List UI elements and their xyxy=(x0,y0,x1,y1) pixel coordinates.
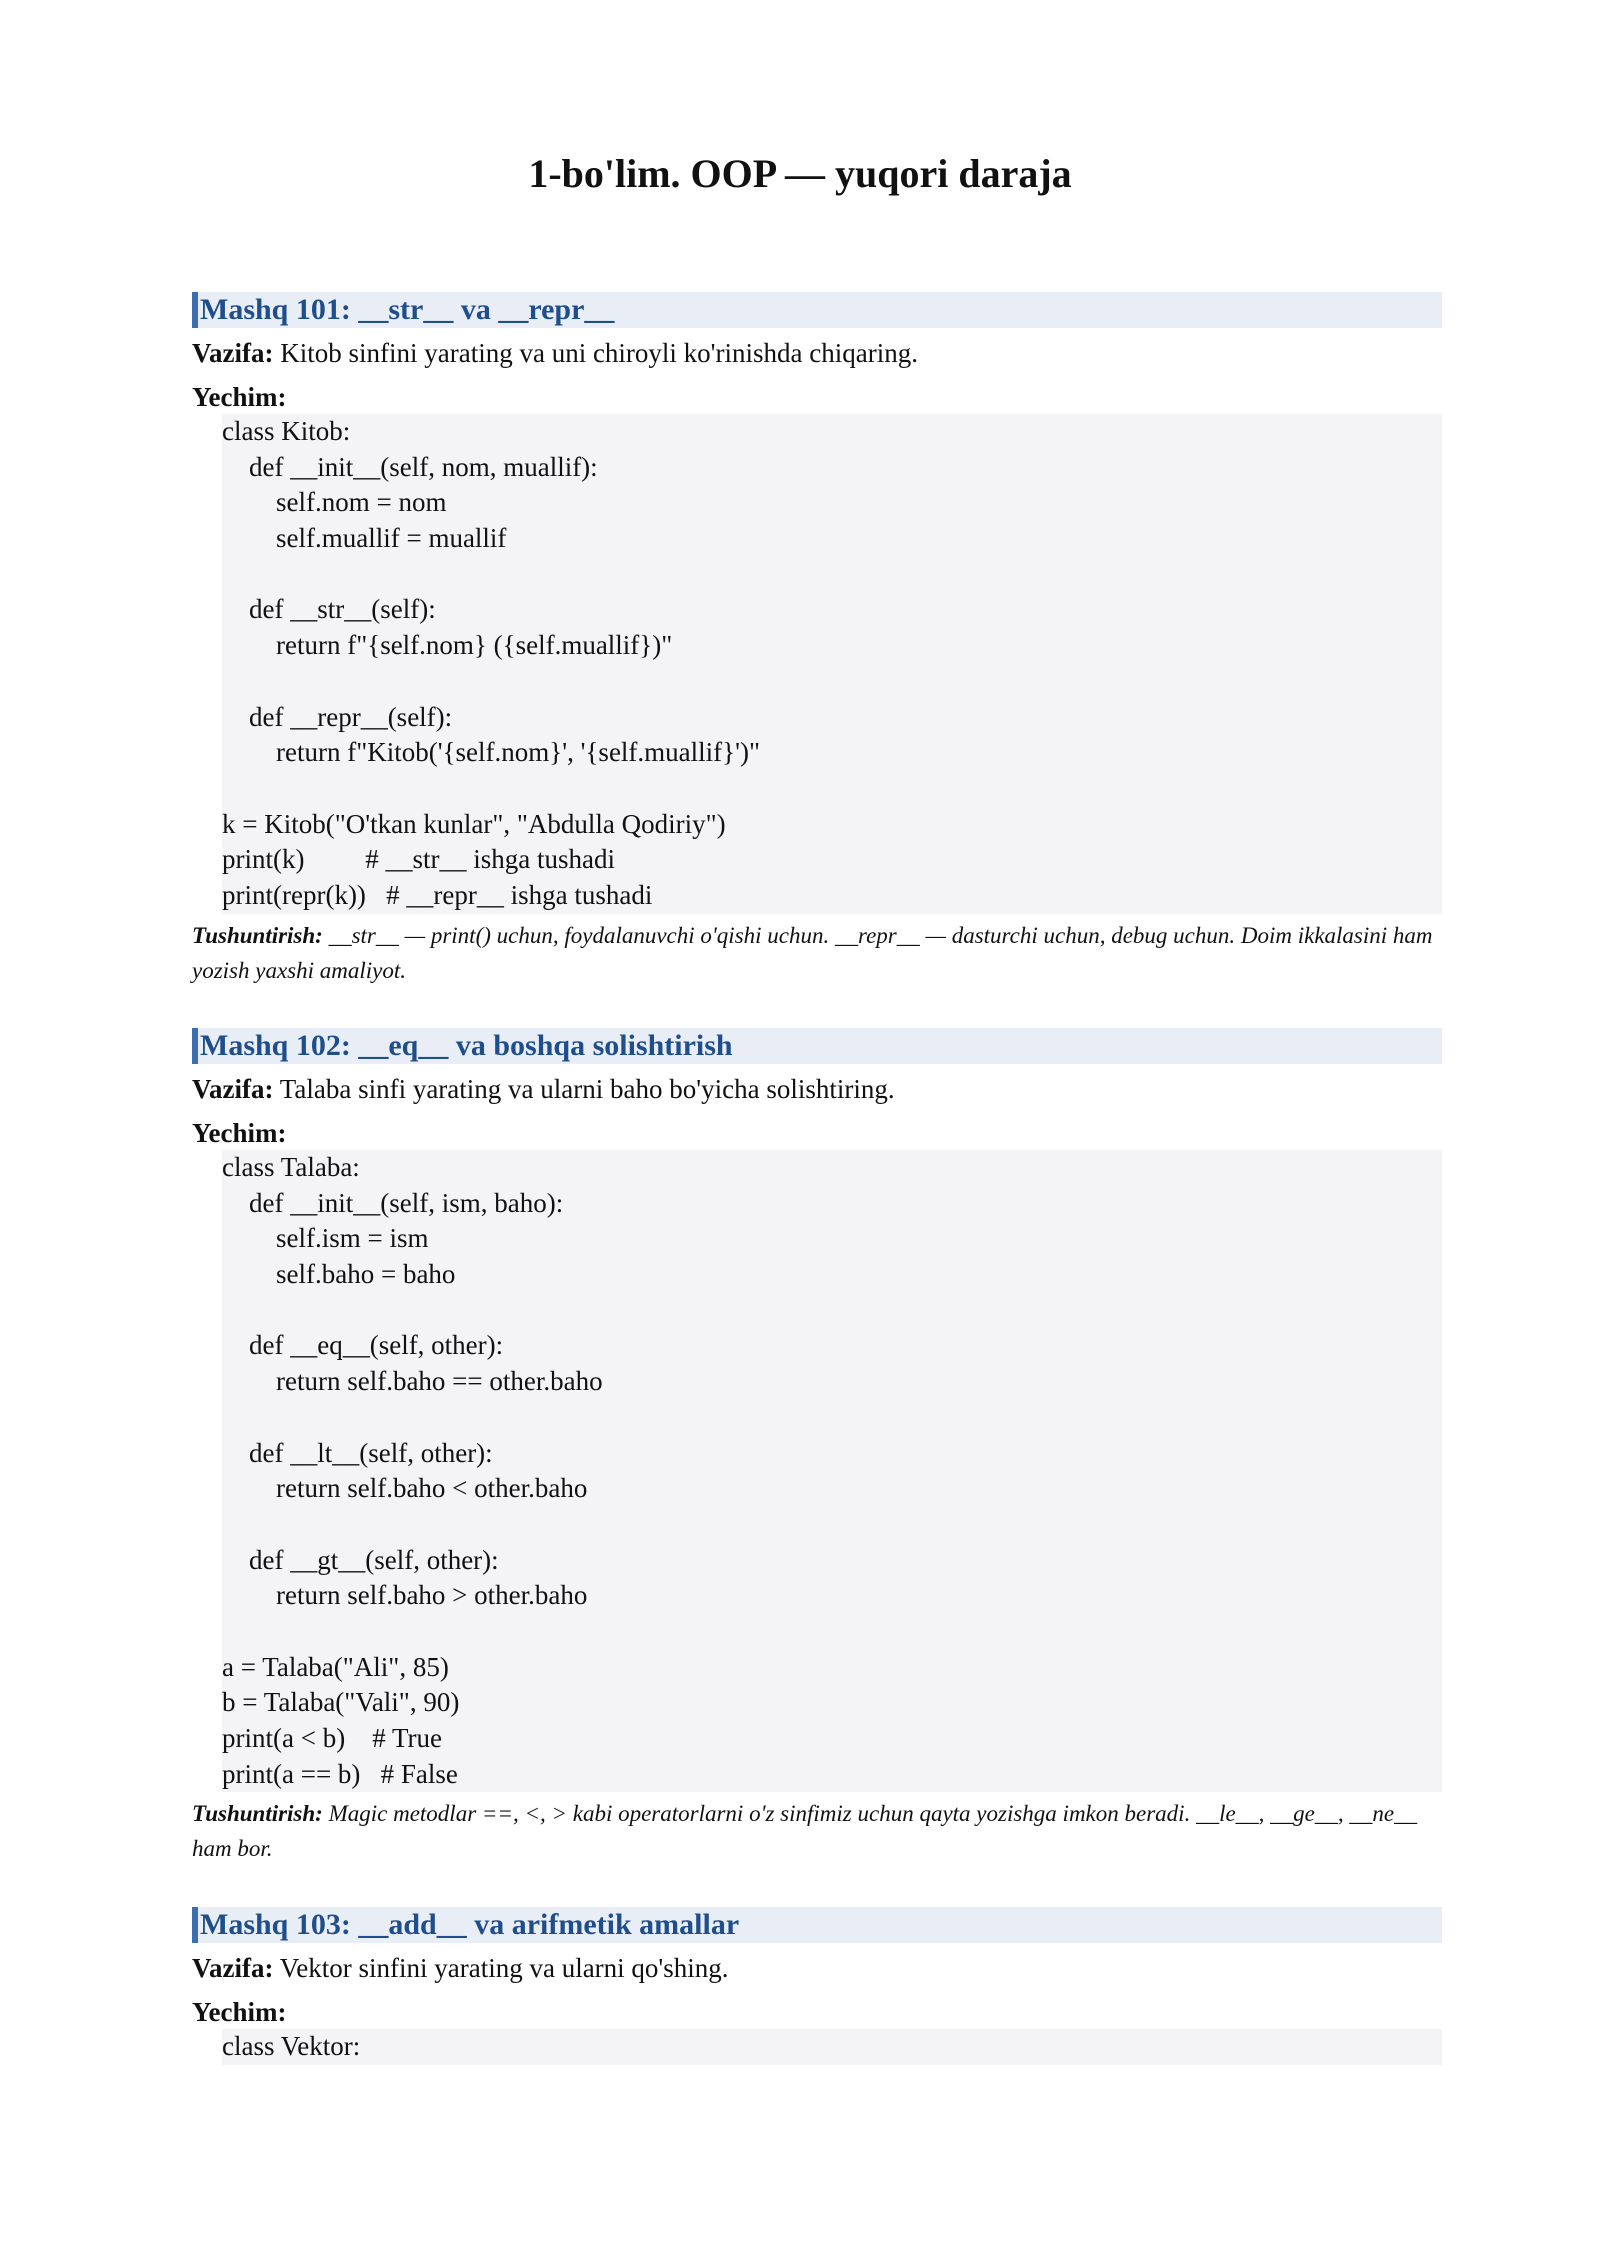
exercise-102 xyxy=(192,1028,1442,1866)
task-label: Vazifa: xyxy=(192,338,274,368)
solution-label: Yechim: xyxy=(192,382,287,412)
task-line xyxy=(192,336,1442,370)
code-line: class Talaba: xyxy=(222,1152,360,1182)
exercise-103 xyxy=(192,1907,1442,2065)
code-line: def __init__(self, nom, muallif): xyxy=(222,451,598,482)
code-line: return f"{self.nom} ({self.muallif})" xyxy=(222,630,673,661)
task-line xyxy=(192,1072,1442,1106)
code-line: k = Kitob("O'tkan kunlar", "Abdulla Qodiriy") xyxy=(222,808,726,839)
code-line xyxy=(222,1614,1442,1650)
exercise-heading: Mashq 102: __eq__ va boshqa solishtirish xyxy=(192,1028,1442,1064)
code-line xyxy=(222,771,1442,807)
code-line: return self.baho < other.baho xyxy=(222,1473,588,1504)
code-line: def __init__(self, ism, baho): xyxy=(222,1187,564,1218)
code-block xyxy=(222,1150,1442,1792)
code-line: print(a == b) # False xyxy=(222,1758,458,1789)
task-line xyxy=(192,1951,1442,1985)
code-line: return self.baho == other.baho xyxy=(222,1366,603,1397)
code-line: def __lt__(self, other): xyxy=(222,1437,493,1468)
explanation-note xyxy=(192,1796,1442,1866)
code-line: class Vektor: xyxy=(222,2031,361,2061)
code-line: def __repr__(self): xyxy=(222,701,453,732)
note-text: Magic metodlar ==, <, > kabi operatorlarni o'z sinfimiz uchun qayta yozishga imkon beradi. __le__, __ge__, __ne__ ham bor. xyxy=(192,1801,1418,1862)
exercise-heading: Mashq 101: __str__ va __repr__ xyxy=(192,292,1442,328)
code-line: self.baho = baho xyxy=(222,1259,456,1290)
note-text: __str__ — print() uchun, foydalanuvchi o'qishi uchun. __repr__ — dasturchi uchun, debug uchun. Doim ikkalasini ham yozish yaxshi amaliyot. xyxy=(192,922,1433,983)
task-text: Vektor sinfini yarating va ularni qo'shing. xyxy=(279,1953,729,1983)
code-line: self.ism = ism xyxy=(222,1223,429,1254)
code-line: class Kitob: xyxy=(222,416,351,446)
code-line: print(k) # __str__ ishga tushadi xyxy=(222,844,615,875)
code-line: b = Talaba("Vali", 90) xyxy=(222,1687,460,1718)
task-text: Talaba sinfi yarating va ularni baho bo'yicha solishtiring. xyxy=(279,1074,895,1104)
task-label: Vazifa: xyxy=(192,1074,274,1104)
note-label: Tushuntirish: xyxy=(192,1801,323,1827)
task-text: Kitob sinfini yarating va uni chiroyli ko'rinishda chiqaring. xyxy=(280,338,918,368)
code-line xyxy=(222,1507,1442,1543)
code-line: print(a < b) # True xyxy=(222,1723,442,1753)
solution-label: Yechim: xyxy=(192,1118,287,1148)
task-label: Vazifa: xyxy=(192,1953,274,1983)
solution-label: Yechim: xyxy=(192,1997,287,2027)
code-line: self.nom = nom xyxy=(222,487,447,518)
code-block xyxy=(222,414,1442,914)
code-line: def __gt__(self, other): xyxy=(222,1544,499,1575)
code-line: a = Talaba("Ali", 85) xyxy=(222,1651,449,1682)
code-line: def __eq__(self, other): xyxy=(222,1330,504,1361)
code-line: return self.baho > other.baho xyxy=(222,1580,588,1611)
code-line: return f"Kitob('{self.nom}', '{self.muallif}')" xyxy=(222,737,760,768)
code-line xyxy=(222,1400,1442,1436)
code-line xyxy=(222,664,1442,700)
code-line xyxy=(222,557,1442,593)
code-block xyxy=(222,2029,1442,2065)
page-title: 1-bo'lim. OOP — yuqori daraja xyxy=(528,151,1072,196)
exercise-heading: Mashq 103: __add__ va arifmetik amallar xyxy=(192,1907,1442,1943)
exercise-101 xyxy=(192,292,1442,988)
explanation-note xyxy=(192,918,1442,988)
code-line xyxy=(222,1293,1442,1329)
code-line: self.muallif = muallif xyxy=(222,523,507,554)
note-label: Tushuntirish: xyxy=(192,922,323,948)
code-line: def __str__(self): xyxy=(222,594,436,625)
code-line: print(repr(k)) # __repr__ ishga tushadi xyxy=(222,879,653,910)
